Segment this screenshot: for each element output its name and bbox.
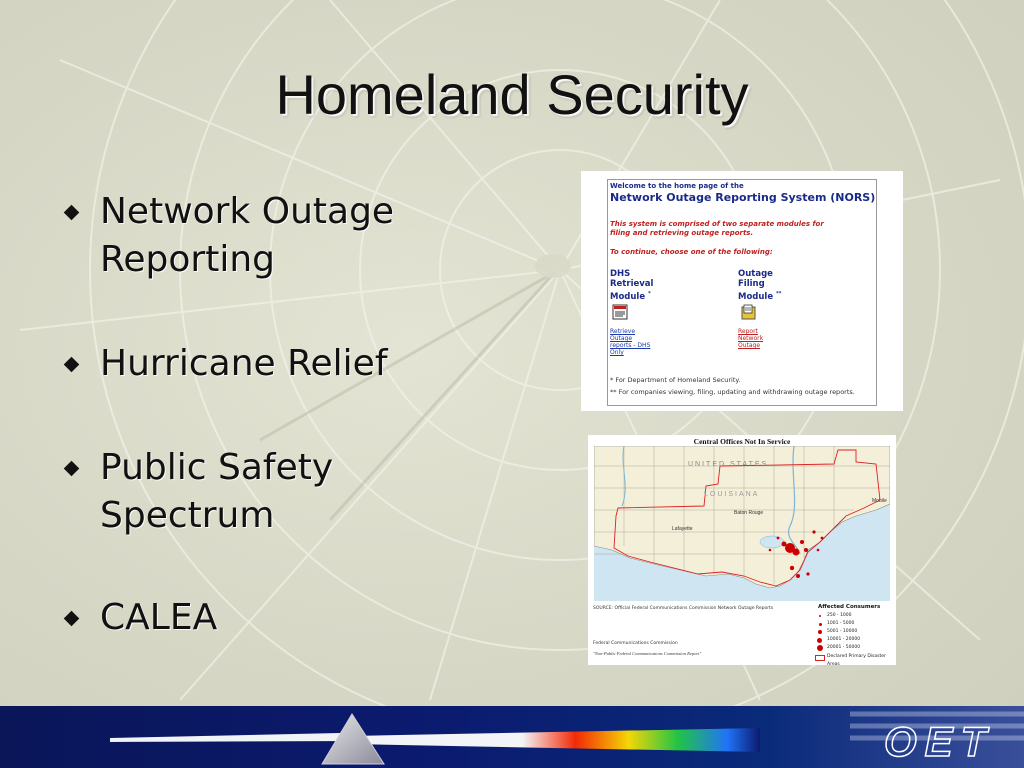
report-outage-link[interactable]: Report Network Outage	[738, 328, 764, 349]
nors-description: This system is comprised of two separate modules for filing and retrieving outage reports.	[610, 220, 824, 237]
slide-title: Homeland Security	[275, 63, 749, 126]
dhs-module-line: Retrieval	[610, 279, 654, 289]
outage-dot	[817, 549, 820, 552]
diamond-bullet-icon	[64, 357, 80, 373]
outage-dot	[812, 530, 815, 533]
label-mobile: Mobile	[872, 498, 887, 504]
louisiana-map	[594, 446, 890, 601]
map-source: SOURCE: Official Federal Communications Commission Network Outage Reports	[593, 606, 774, 611]
bullet-hurricane-relief	[60, 340, 480, 388]
outage-dot	[796, 574, 800, 578]
outage-module-line: Outage	[738, 269, 773, 279]
bullet-network-outage	[60, 188, 480, 284]
outage-module-heading	[738, 269, 781, 302]
nors-title: Network Outage Reporting System (NORS)	[610, 191, 876, 204]
legend-item: 10001 - 20000	[812, 636, 896, 644]
bullet-list	[60, 188, 480, 642]
nors-continue-text: To continue, choose one of the following:	[610, 248, 773, 256]
legend-dot-icon	[817, 645, 823, 651]
nors-page	[607, 179, 877, 406]
legend-item: 1001 - 5000	[812, 620, 896, 628]
dhs-retrieve-link[interactable]: Retrieve Outage reports - DHS Only	[610, 328, 651, 356]
label-united-states: UNITED STATES	[688, 461, 769, 468]
legend-title: Affected Consumers	[818, 604, 881, 610]
outage-dot	[804, 548, 808, 552]
outage-module-line: Filing	[738, 279, 765, 289]
map-fcc: Federal Communications Commission	[593, 641, 678, 646]
outage-module-line: Module **	[738, 291, 782, 302]
legend-dot-icon	[818, 630, 822, 634]
bullet-text: Public Safety Spectrum	[100, 447, 334, 536]
outage-filing-icon[interactable]	[740, 304, 758, 320]
bullet-calea	[60, 594, 480, 642]
dhs-module-heading	[610, 269, 653, 302]
bullet-text: CALEA	[100, 597, 218, 638]
outage-dot	[777, 537, 780, 540]
bullet-text: Hurricane Relief	[100, 343, 388, 384]
nors-welcome: Welcome to the home page of the	[610, 182, 744, 190]
diamond-bullet-icon	[64, 205, 80, 221]
outage-map	[588, 435, 896, 665]
nors-footnote-dhs: * For Department of Homeland Security.	[610, 376, 741, 384]
legend-item: Declared Primary Disaster Areas	[812, 653, 896, 661]
map-legend	[812, 603, 896, 667]
map-title: Central Offices Not In Service	[693, 437, 791, 446]
outage-dot	[806, 572, 809, 575]
legend-dot-icon	[817, 638, 822, 643]
outage-dot	[800, 540, 804, 544]
footer-banner	[0, 706, 1024, 768]
outage-dot	[782, 542, 787, 547]
legend-item: 5001 - 10000	[812, 628, 896, 636]
legend-outline-icon	[815, 655, 825, 661]
outage-dot	[790, 566, 794, 570]
bullet-public-safety	[60, 444, 480, 540]
map-report-note: "Non-Public Federal Communications Commission Report"	[593, 651, 702, 656]
dhs-module-line: Module *	[610, 291, 651, 302]
outage-dot	[793, 549, 800, 556]
dhs-retrieval-icon[interactable]	[612, 304, 630, 320]
dhs-module-line: DHS	[610, 269, 631, 279]
nors-footnote-companies: ** For companies viewing, filing, updating and withdrawing outage reports.	[610, 388, 855, 396]
oet-logo: OET	[884, 718, 995, 765]
label-louisiana: LOUISIANA	[704, 491, 760, 498]
nors-screenshot	[581, 171, 903, 411]
diamond-bullet-icon	[64, 611, 80, 627]
bullet-text: Network Outage Reporting	[100, 191, 395, 280]
diamond-bullet-icon	[64, 461, 80, 477]
label-baton-rouge: Baton Rouge	[734, 510, 764, 516]
outage-dot	[769, 549, 772, 552]
label-lafayette: Lafayette	[672, 526, 693, 532]
legend-item: 250 - 1000	[812, 612, 896, 620]
legend-dot-icon	[819, 615, 821, 617]
footer-graphic	[0, 706, 1024, 768]
legend-dot-icon	[819, 623, 822, 626]
outage-dot	[821, 537, 824, 540]
legend-item: 20001 - 50000	[812, 644, 896, 652]
